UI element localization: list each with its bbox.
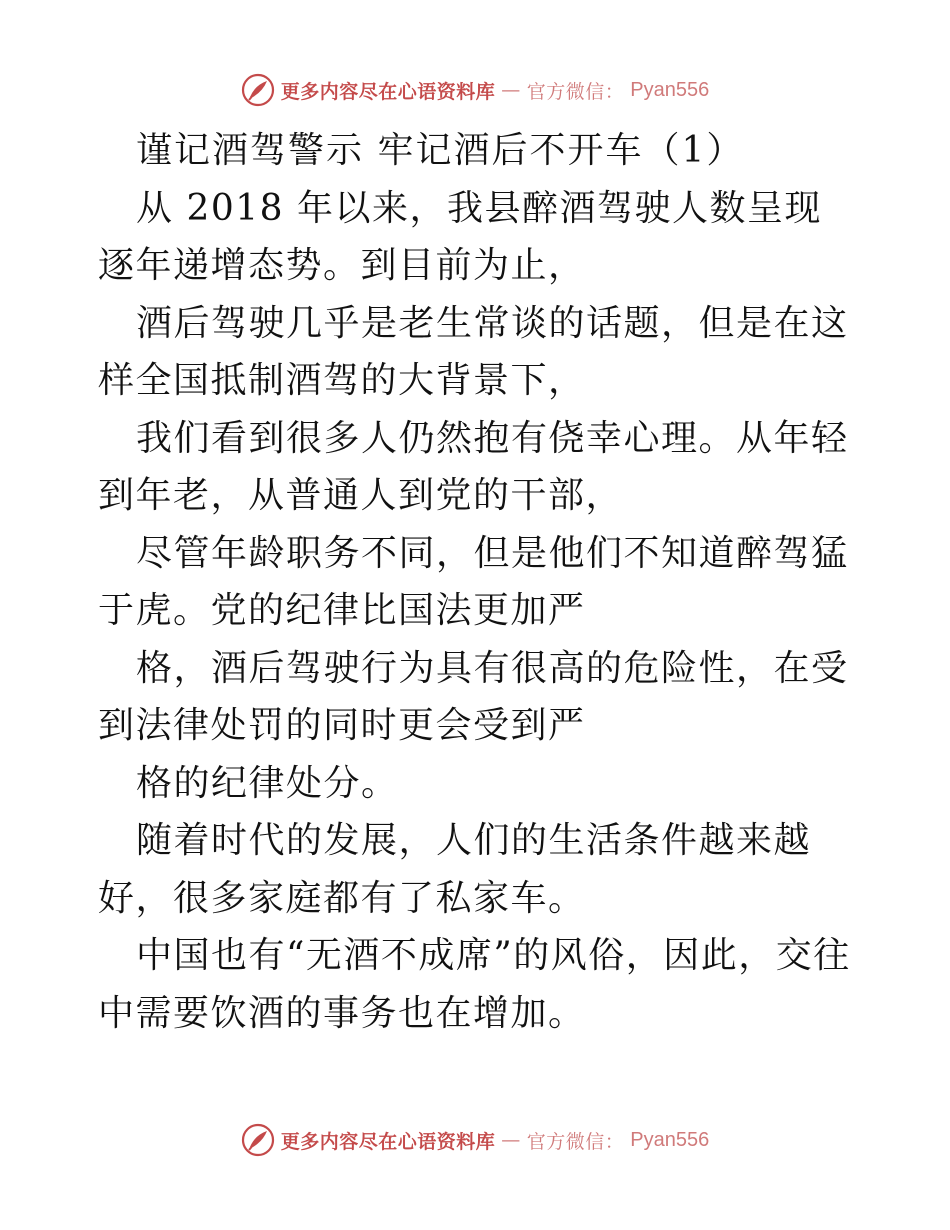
paragraph-4: 尽管年龄职务不同，但是他们不知道醉驾猛于虎。党的纪律比国法更加严 xyxy=(98,532,849,631)
paragraph-2: 酒后驾驶几乎是老生常谈的话题，但是在这样全国抵制酒驾的大背景下， xyxy=(98,302,849,401)
paragraph-1: 从 2018 年以来，我县醉酒驾驶人数呈现逐年递增态势。到目前为止， xyxy=(98,187,823,286)
footer-wechat-label: 官方微信： xyxy=(526,1130,625,1153)
paragraph-6: 格的纪律处分。 xyxy=(136,762,399,804)
quill-pen-icon xyxy=(241,1123,275,1157)
footer-banner xyxy=(0,1120,950,1160)
header-separator: — xyxy=(501,79,521,101)
paragraph-7: 随着时代的发展，人们的生活条件越来越好，很多家庭都有了私家车。 xyxy=(98,820,812,919)
paragraph-3: 我们看到很多人仍然抱有侥幸心理。从年轻到年老，从普通人到党的干部， xyxy=(98,417,849,516)
paragraph-8: 中国也有“无酒不成席”的风俗，因此，交往中需要饮酒的事务也在增加。 xyxy=(98,935,851,1034)
footer-brand-text: 更多内容尽在心语资料库 xyxy=(280,1130,496,1153)
footer-wechat-id: Pyan556 xyxy=(630,1128,710,1151)
header-wechat-id: Pyan556 xyxy=(630,78,710,101)
document-title: 谨记酒驾警示 牢记酒后不开车（1） xyxy=(136,130,745,171)
header-banner xyxy=(0,70,950,110)
document-body xyxy=(98,122,858,1042)
footer-separator: — xyxy=(501,1129,521,1151)
paragraph-5: 格，酒后驾驶行为具有很高的危险性，在受到法律处罚的同时更会受到严 xyxy=(98,647,849,746)
header-wechat-label: 官方微信： xyxy=(526,80,625,103)
header-brand-text: 更多内容尽在心语资料库 xyxy=(280,80,496,103)
quill-pen-icon xyxy=(241,73,275,107)
